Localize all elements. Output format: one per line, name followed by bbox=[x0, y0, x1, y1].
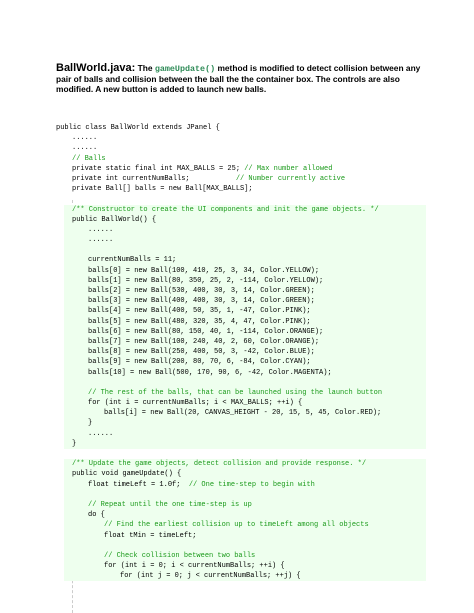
code-line bbox=[64, 306, 426, 316]
code-line bbox=[64, 378, 426, 388]
code-line bbox=[64, 510, 426, 520]
code-line bbox=[64, 337, 426, 347]
intro-paragraph bbox=[56, 63, 426, 94]
code-text: public class BallWorld extends JPanel { bbox=[56, 124, 220, 132]
intro-title: BallWorld.java: bbox=[56, 62, 136, 74]
intro-text-pre: The bbox=[135, 63, 155, 73]
code-text: ...... bbox=[72, 134, 98, 143]
code-line bbox=[64, 500, 426, 510]
code-text: ...... bbox=[88, 236, 114, 245]
intro-code-term: gameUpdate() bbox=[154, 64, 216, 74]
code-line bbox=[56, 449, 426, 459]
code-line bbox=[56, 184, 426, 194]
code-line bbox=[64, 276, 426, 286]
code-text: balls[1] = new Ball(80, 350, 25, 2, -114, Color.YELLOW); bbox=[88, 276, 324, 285]
code-line bbox=[64, 571, 426, 581]
code-text: currentNumBalls = 11; bbox=[88, 256, 177, 265]
code-text: balls[7] = new Ball(100, 240, 40, 2, 60, Color.ORANGE); bbox=[88, 337, 320, 346]
code-comment: // Repeat until the one time-step is up bbox=[88, 500, 252, 509]
code-line bbox=[64, 357, 426, 367]
code-comment: // Number currently active bbox=[235, 174, 346, 183]
code-text: ...... bbox=[88, 429, 114, 438]
code-line bbox=[64, 327, 426, 337]
code-text: private Ball[] balls = new Ball[MAX_BALLS]; bbox=[72, 185, 253, 194]
code-line bbox=[64, 398, 426, 408]
code-line bbox=[64, 347, 426, 357]
code-comment: // Balls bbox=[72, 154, 106, 163]
code-line bbox=[64, 255, 426, 265]
code-text: balls[i] = new Ball(20, CANVAS_HEIGHT - 20, 15, 5, 45, Color.RED); bbox=[104, 409, 382, 418]
code-line bbox=[64, 551, 426, 561]
code-text: balls[6] = new Ball(80, 150, 40, 1, -114, Color.ORANGE); bbox=[88, 327, 324, 336]
code-text: for (int i = currentNumBalls; i < MAX_BALLS; ++i) { bbox=[88, 399, 303, 408]
code-line bbox=[64, 235, 426, 245]
code-text: balls[5] = new Ball(480, 320, 35, 4, 47, Color.PINK); bbox=[88, 317, 311, 326]
code-line bbox=[64, 520, 426, 530]
code-line bbox=[56, 174, 426, 184]
code-text: } bbox=[72, 439, 77, 448]
code-comment: // Check collision between two balls bbox=[104, 551, 256, 560]
code-line bbox=[64, 490, 426, 500]
code-comment: // The rest of the balls, that can be launched using the launch button bbox=[88, 388, 383, 397]
code-text: private static final int MAX_BALLS = 25; bbox=[72, 164, 245, 173]
code-text: for (int j = 0; j < currentNumBalls; ++j) { bbox=[120, 572, 301, 581]
code-line bbox=[64, 317, 426, 327]
code-line bbox=[64, 388, 426, 398]
code-text: balls[3] = new Ball(400, 400, 30, 3, 14, Color.GREEN); bbox=[88, 297, 315, 306]
code-line bbox=[64, 368, 426, 378]
code-line bbox=[64, 459, 426, 469]
code-text: ...... bbox=[72, 144, 98, 153]
code-comment: // Find the earliest collision up to timeLeft among all objects bbox=[104, 521, 369, 530]
code-line bbox=[64, 205, 426, 215]
code-line bbox=[56, 154, 426, 164]
code-text: balls[0] = new Ball(100, 410, 25, 3, 34, Color.YELLOW); bbox=[88, 266, 320, 275]
code-text: do { bbox=[88, 511, 105, 520]
code-line bbox=[56, 133, 426, 143]
code-text: balls[8] = new Ball(250, 400, 50, 3, -42, Color.BLUE); bbox=[88, 348, 315, 357]
code-text: public BallWorld() { bbox=[72, 215, 157, 224]
code-line bbox=[64, 296, 426, 306]
code-text: float timeLeft = 1.0f; bbox=[88, 480, 189, 489]
code-text: balls[4] = new Ball(400, 50, 35, 1, -47, Color.PINK); bbox=[88, 307, 311, 316]
code-line bbox=[64, 469, 426, 479]
code-comment: // One time-step to begin with bbox=[188, 480, 315, 489]
code-text: balls[10] = new Ball(500, 170, 90, 6, -42, Color.MAGENTA); bbox=[88, 368, 332, 377]
code-line bbox=[64, 561, 426, 571]
code-line bbox=[56, 123, 426, 133]
code-line bbox=[64, 245, 426, 255]
intro-text-post: method is modified to detect collision between any pair of balls and collision between the ball the the container box. The controls are also modified. A new button is added to launch new balls. bbox=[56, 63, 421, 94]
code-line bbox=[64, 439, 426, 449]
code-comment: // Max number allowed bbox=[244, 164, 333, 173]
code-line bbox=[56, 164, 426, 174]
code-line bbox=[64, 531, 426, 541]
code-text: public void gameUpdate() { bbox=[72, 470, 182, 479]
code-comment: /** Constructor to create the UI components and init the game objects. */ bbox=[72, 205, 379, 214]
code-line bbox=[64, 266, 426, 276]
code-text: balls[9] = new Ball(200, 80, 70, 6, -84, Color.CYAN); bbox=[88, 358, 311, 367]
code-line bbox=[64, 480, 426, 490]
code-line bbox=[64, 541, 426, 551]
code-text: ...... bbox=[88, 225, 114, 234]
code-line bbox=[64, 215, 426, 225]
code-line bbox=[64, 225, 426, 235]
code-line bbox=[64, 429, 426, 439]
code-comment: /** Update the game objects, detect collision and provide response. */ bbox=[72, 460, 367, 469]
code-line bbox=[64, 286, 426, 296]
code-text: float tMin = timeLeft; bbox=[104, 531, 197, 540]
code-text: } bbox=[88, 419, 93, 428]
code-listing bbox=[56, 123, 426, 581]
code-text: balls[2] = new Ball(530, 400, 30, 3, 14, Color.GREEN); bbox=[88, 287, 315, 295]
code-line bbox=[56, 194, 426, 204]
code-line bbox=[64, 418, 426, 428]
code-line bbox=[64, 408, 426, 418]
code-line bbox=[56, 143, 426, 153]
code-text: for (int i = 0; i < currentNumBalls; ++i) { bbox=[104, 562, 285, 571]
code-text: private int currentNumBalls; bbox=[72, 174, 236, 183]
